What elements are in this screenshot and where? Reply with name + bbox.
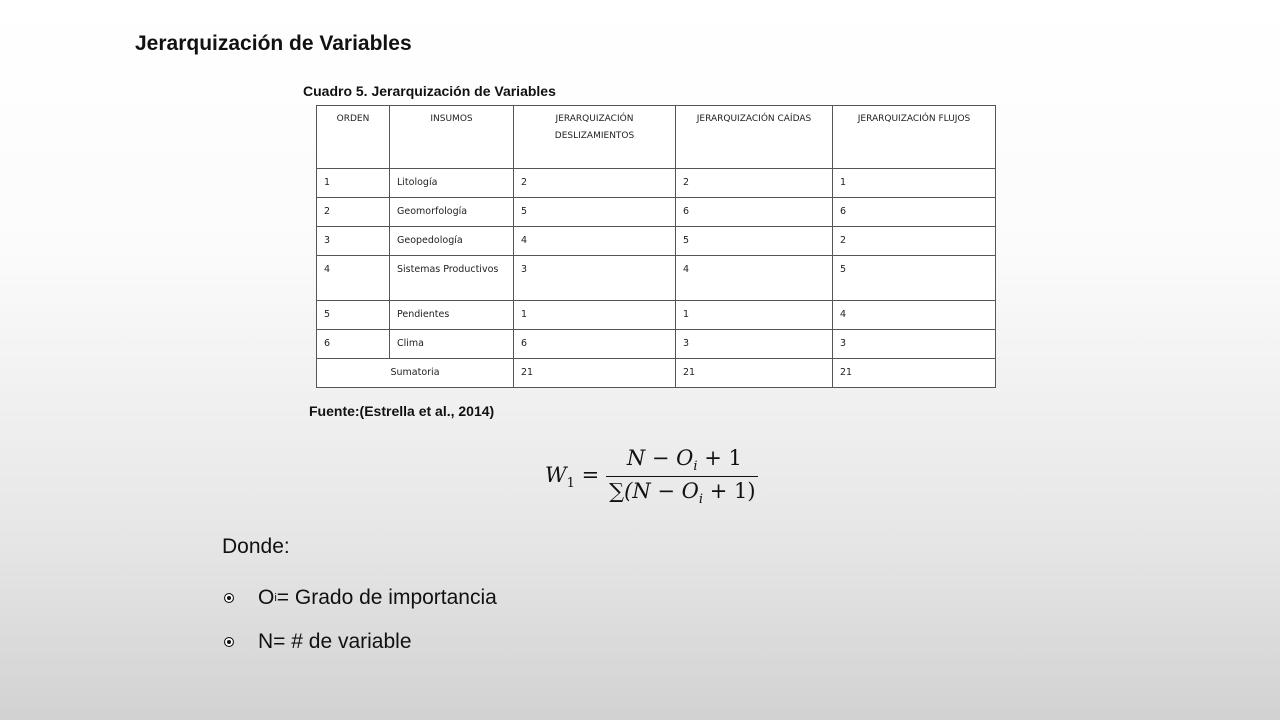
cell-caidas: 2: [676, 169, 833, 198]
header-orden: ORDEN: [317, 106, 390, 169]
table-row: [317, 256, 996, 301]
cell-flujos: 1: [833, 169, 996, 198]
cell-insumo: Geopedología: [390, 227, 514, 256]
table-row: [317, 330, 996, 359]
table-row: [317, 198, 996, 227]
definition-text: N= # de variable: [258, 630, 412, 653]
formula-lhs-var: W: [545, 462, 567, 487]
cell-orden: 6: [317, 330, 390, 359]
definition-symbol: O: [258, 586, 275, 609]
table-sum-row: [317, 359, 996, 388]
cell-deslizamientos: 2: [514, 169, 676, 198]
cell-insumo: Sistemas Productivos: [390, 256, 514, 301]
cell-flujos: 6: [833, 198, 996, 227]
cell-insumo: Pendientes: [390, 301, 514, 330]
cell-insumo: Litología: [390, 169, 514, 198]
formula-numerator: $N - O_i + 1$: [626, 446, 742, 475]
header-flujos: JERARQUIZACIÓN FLUJOS: [833, 106, 996, 169]
cell-orden: 5: [317, 301, 390, 330]
weight-formula: [545, 446, 760, 507]
sum-caidas: 21: [676, 359, 833, 388]
cell-insumo: Geomorfología: [390, 198, 514, 227]
cell-caidas: 6: [676, 198, 833, 227]
cell-flujos: 2: [833, 227, 996, 256]
cell-deslizamientos: 1: [514, 301, 676, 330]
cell-deslizamientos: 5: [514, 198, 676, 227]
header-caidas: JERARQUIZACIÓN CAÍDAS: [676, 106, 833, 169]
cell-deslizamientos: 4: [514, 227, 676, 256]
table-row: [317, 227, 996, 256]
cell-flujos: 5: [833, 256, 996, 301]
formula-lhs: [545, 463, 599, 491]
cell-flujos: 4: [833, 301, 996, 330]
sum-flujos: 21: [833, 359, 996, 388]
list-item: [222, 576, 497, 620]
cell-caidas: 3: [676, 330, 833, 359]
definition-text: = Grado de importancia: [276, 586, 497, 609]
definition-symbol-sub: i: [274, 592, 277, 604]
cell-flujos: 3: [833, 330, 996, 359]
header-insumos: INSUMOS: [390, 106, 514, 169]
cell-orden: 4: [317, 256, 390, 301]
table-source: Fuente:(Estrella et al., 2014): [309, 403, 495, 419]
definitions-list: [222, 576, 497, 664]
cell-deslizamientos: 3: [514, 256, 676, 301]
cell-orden: 2: [317, 198, 390, 227]
definitions-heading: Donde:: [222, 535, 290, 558]
bullet-icon: [224, 637, 234, 647]
cell-caidas: 4: [676, 256, 833, 301]
sum-deslizamientos: 21: [514, 359, 676, 388]
cell-deslizamientos: 6: [514, 330, 676, 359]
formula-equals: =: [581, 462, 600, 487]
cell-insumo: Clima: [390, 330, 514, 359]
slide-title: Jerarquización de Variables: [135, 32, 412, 55]
cell-caidas: 5: [676, 227, 833, 256]
cell-orden: 1: [317, 169, 390, 198]
table-caption: Cuadro 5. Jerarquización de Variables: [303, 83, 556, 99]
table-row: [317, 169, 996, 198]
table-row: [317, 301, 996, 330]
ranking-table: [316, 105, 996, 388]
list-item: [222, 620, 497, 664]
formula-denominator: $\sum(N - O_i + 1)$: [609, 479, 756, 508]
sum-label: Sumatoria: [317, 359, 514, 388]
cell-orden: 3: [317, 227, 390, 256]
formula-lhs-sub: 1: [566, 475, 575, 491]
bullet-icon: [224, 593, 234, 603]
header-deslizamientos: JERARQUIZACIÓN DESLIZAMIENTOS: [514, 106, 676, 169]
cell-caidas: 1: [676, 301, 833, 330]
table-header-row: [317, 106, 996, 169]
formula-fraction: [605, 446, 759, 507]
